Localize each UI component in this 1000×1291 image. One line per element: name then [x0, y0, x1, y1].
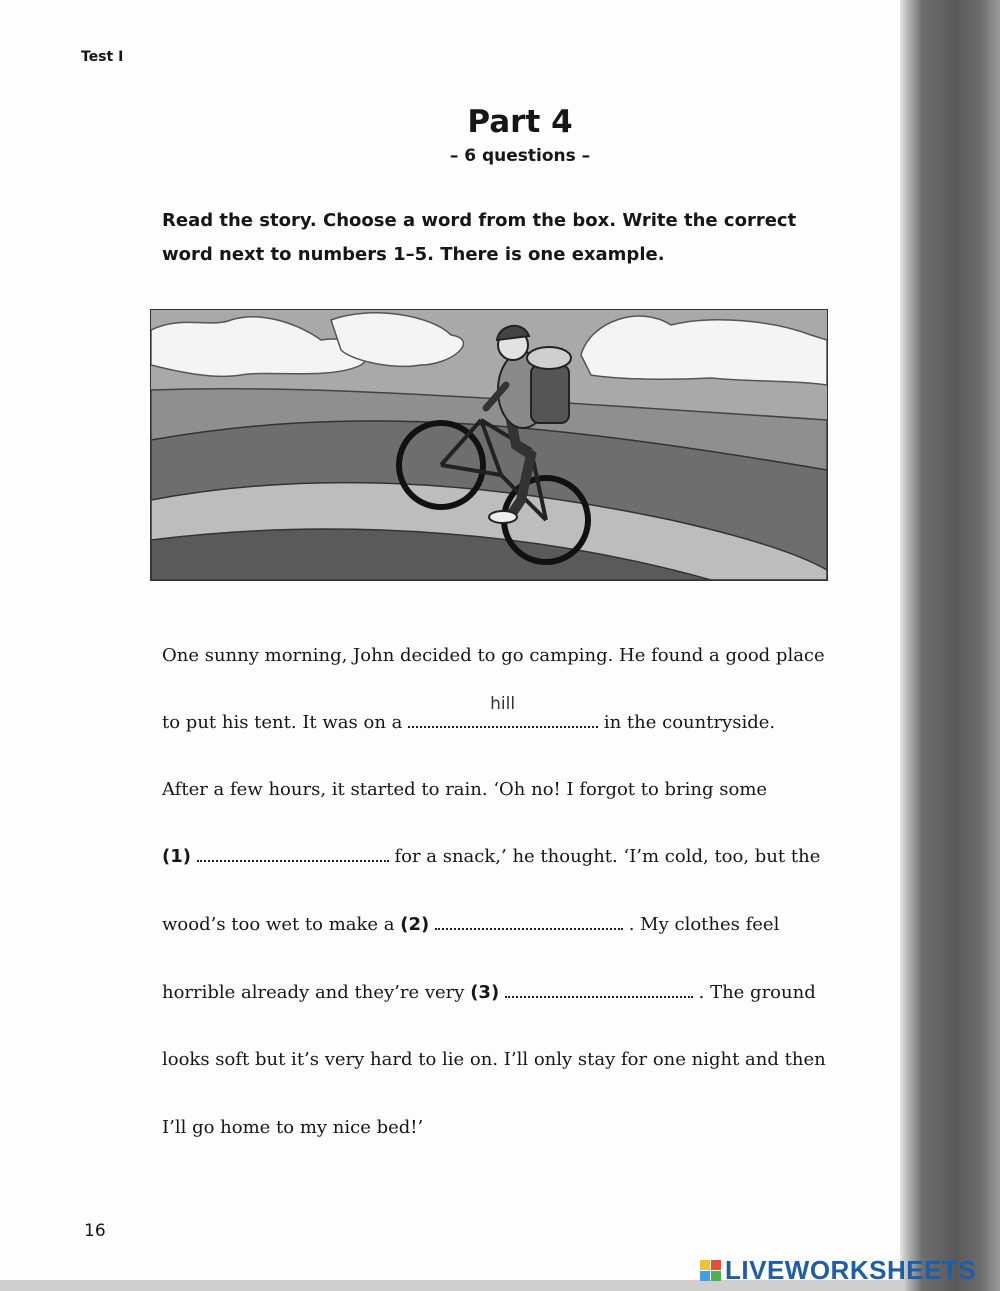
example-answer-blank	[408, 694, 598, 728]
example-answer: hill	[490, 694, 516, 714]
story-line-4-end: for a snack,’ he thought. ‘I’m cold, too, but the	[394, 846, 821, 867]
story-line-5-end: . My clothes feel	[628, 914, 780, 935]
story-line-6	[162, 982, 816, 1003]
story-line-8: I’ll go home to my nice bed!’	[162, 1117, 424, 1138]
story-line-2-end: in the countryside.	[603, 712, 776, 733]
question-3-label: (3)	[470, 982, 500, 1003]
story-line-2	[162, 694, 776, 733]
liveworksheets-brand	[700, 1255, 976, 1286]
page-number: 16	[84, 1221, 106, 1241]
story-line-5-start: wood’s too wet to make a	[162, 914, 395, 935]
question-2-label: (2)	[400, 914, 430, 935]
part-subtitle: – 6 questions –	[449, 146, 591, 166]
test-label: Test I	[81, 49, 124, 65]
story-line-6-start: horrible already and they’re very	[162, 982, 465, 1003]
story-line-5	[162, 914, 779, 935]
brand-name: LIVEWORKSHEETS	[725, 1255, 977, 1285]
story-line-6-end: . The ground	[698, 982, 816, 1003]
story-line-4	[162, 846, 820, 867]
story-line-7: looks soft but it’s very hard to lie on. I’ll only stay for one night and then	[162, 1049, 826, 1070]
answer-3-input[interactable]	[505, 982, 693, 998]
answer-1-input[interactable]	[197, 846, 389, 862]
instructions: Read the story. Choose a word from the box. Write the correct word next to numbers 1–5. There is one example.	[162, 210, 797, 265]
boy-cycling-uphill-illustration	[150, 309, 828, 581]
story-line-2-start: to put his tent. It was on a	[162, 712, 403, 733]
answer-2-input[interactable]	[435, 914, 623, 930]
question-1-label: (1)	[162, 846, 191, 867]
story-line-3: After a few hours, it started to rain. ‘Oh no! I forgot to bring some	[162, 779, 768, 800]
liveworksheets-logo-icon	[700, 1260, 721, 1281]
book-spine-shadow	[900, 0, 1000, 1291]
part-title: Part 4	[467, 104, 573, 140]
story-line-1: One sunny morning, John decided to go camping. He found a good place	[162, 645, 825, 666]
